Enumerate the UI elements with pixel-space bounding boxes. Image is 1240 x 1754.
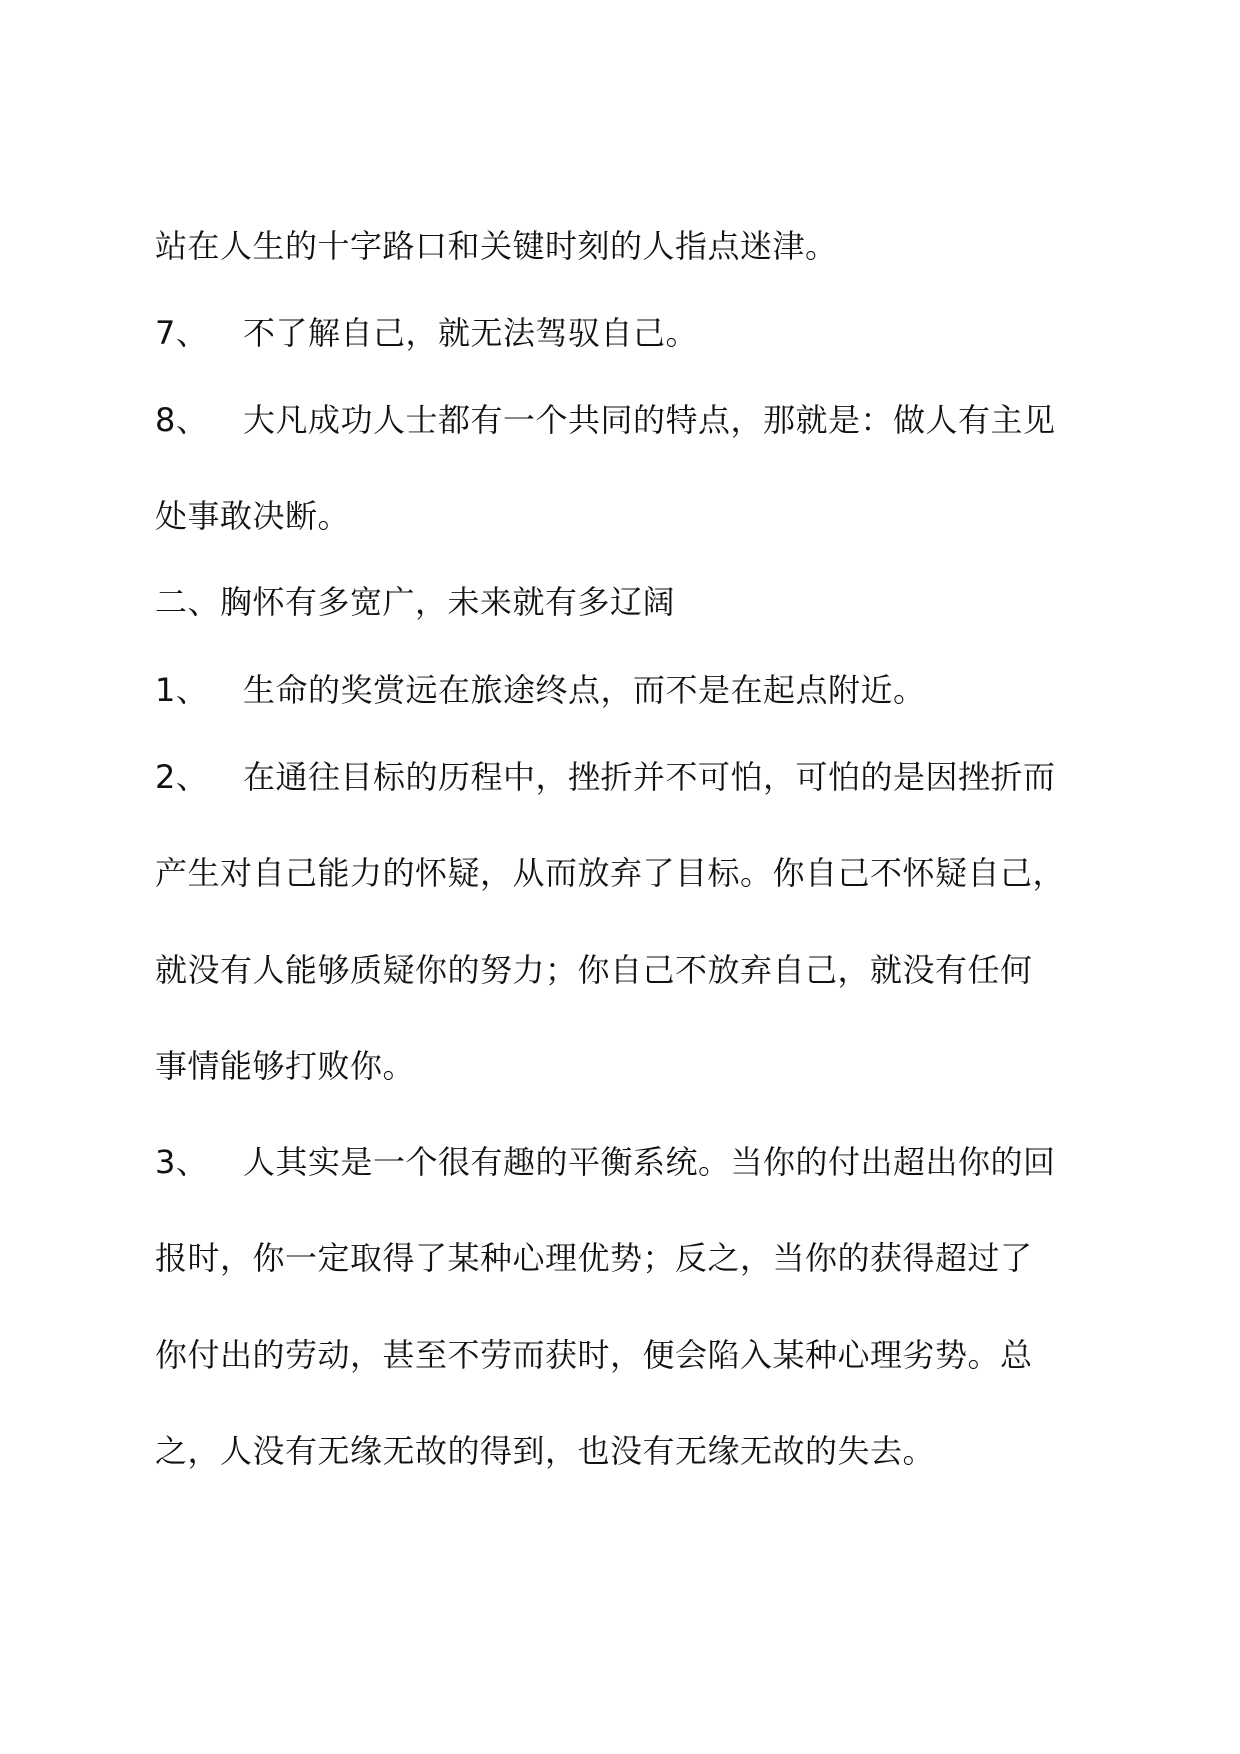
heading-text: 二、胸怀有多宽广，未来就有多辽阔: [155, 583, 676, 621]
list-item-7: [155, 313, 698, 353]
section-heading: [155, 582, 675, 622]
line-text: 处事敢决断。: [155, 497, 351, 535]
list-number: 8、: [155, 401, 209, 439]
line-text: 生命的奖赏远在旅途终点，而不是在起点附近。: [243, 671, 926, 709]
text-line: [155, 496, 350, 536]
list-number: 1、: [155, 671, 209, 709]
list-number: 3、: [155, 1143, 209, 1181]
text-line: [155, 226, 838, 266]
list-item-2: [155, 757, 1056, 797]
line-text: 人其实是一个很有趣的平衡系统。当你的付出超出你的回: [243, 1143, 1056, 1181]
line-text: 事情能够打败你。: [155, 1047, 416, 1085]
list-number: 2、: [155, 758, 209, 796]
text-line: [155, 1238, 1033, 1278]
list-number: 7、: [155, 314, 209, 352]
list-item-8: [155, 400, 1056, 440]
list-item-1: [155, 670, 926, 710]
text-line: [155, 853, 1065, 893]
line-text: 产生对自己能力的怀疑，从而放弃了目标。你自己不怀疑自己，: [155, 854, 1066, 892]
text-line: [155, 1046, 415, 1086]
line-text: 在通往目标的历程中，挫折并不可怕，可怕的是因挫折而: [243, 758, 1056, 796]
line-text: 你付出的劳动，甚至不劳而获时，便会陷入某种心理劣势。总: [155, 1336, 1033, 1374]
text-line: [155, 950, 1033, 990]
line-text: 报时，你一定取得了某种心理优势；反之，当你的获得超过了: [155, 1239, 1033, 1277]
line-text: 就没有人能够质疑你的努力；你自己不放弃自己，就没有任何: [155, 951, 1033, 989]
list-item-3: [155, 1142, 1056, 1182]
line-text: 大凡成功人士都有一个共同的特点，那就是：做人有主见: [243, 401, 1056, 439]
line-text: 站在人生的十字路口和关键时刻的人指点迷津。: [155, 227, 838, 265]
text-line: [155, 1431, 935, 1471]
text-line: [155, 1335, 1033, 1375]
line-text: 不了解自己，就无法驾驭自己。: [243, 314, 699, 352]
line-text: 之，人没有无缘无故的得到，也没有无缘无故的失去。: [155, 1432, 936, 1470]
